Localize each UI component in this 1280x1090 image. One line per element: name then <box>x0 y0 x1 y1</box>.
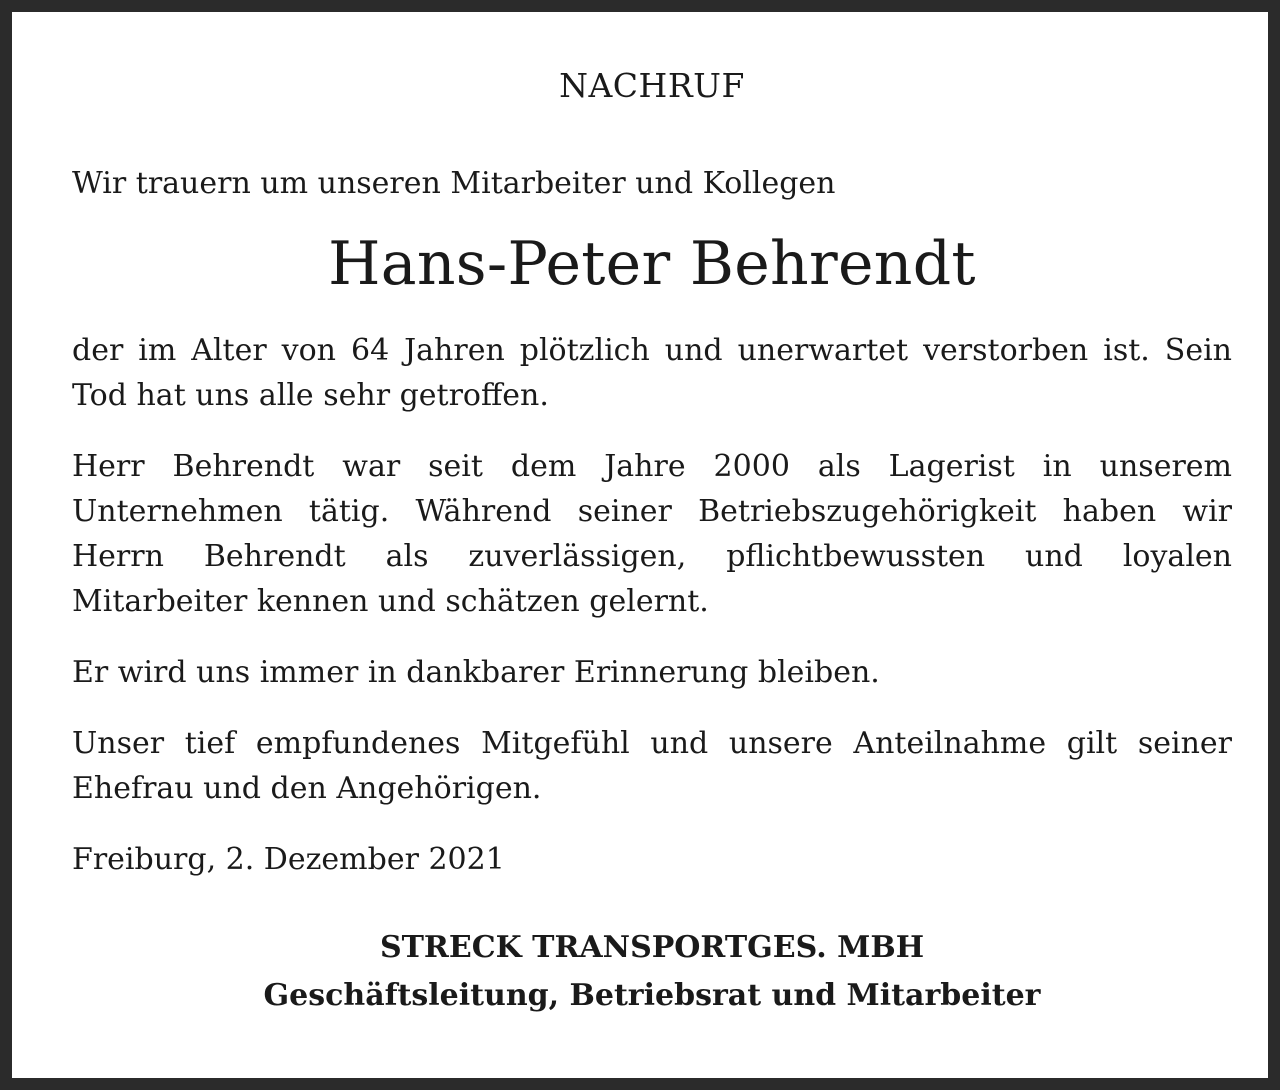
paragraph-remembrance: Er wird uns immer in dankbarer Erinnerung bleiben. <box>72 655 880 690</box>
company-name: STRECK TRANSPORTGES. MBH <box>379 930 925 965</box>
obituary-heading: NACHRUF <box>559 66 745 105</box>
place-and-date: Freiburg, 2. Dezember 2021 <box>72 842 505 877</box>
intro-line: Wir trauern um unseren Mitarbeiter und Kollegen <box>72 166 836 201</box>
signatories: Geschäftsleitung, Betriebsrat und Mitarbeiter <box>263 978 1041 1013</box>
paragraph-age: der im Alter von 64 Jahren plötzlich und unerwartet verstorben ist. Sein Tod hat uns alle sehr getroffen. <box>72 333 1232 413</box>
paragraph-employment: Herr Behrendt war seit dem Jahre 2000 als Lagerist in unserem Unternehmen tätig. Während seiner Betriebszugehörigkeit haben wir Herrn Behrendt als zuverlässigen, pflichtbewussten und loyalen Mitarbeiter kennen und schätzen gelernt. <box>72 449 1232 619</box>
deceased-name: Hans-Peter Behrendt <box>328 229 976 299</box>
obituary-content <box>72 60 1232 1020</box>
paragraph-condolence: Unser tief empfundenes Mitgefühl und unsere Anteilnahme gilt seiner Ehefrau und den Angehörigen. <box>72 726 1232 806</box>
